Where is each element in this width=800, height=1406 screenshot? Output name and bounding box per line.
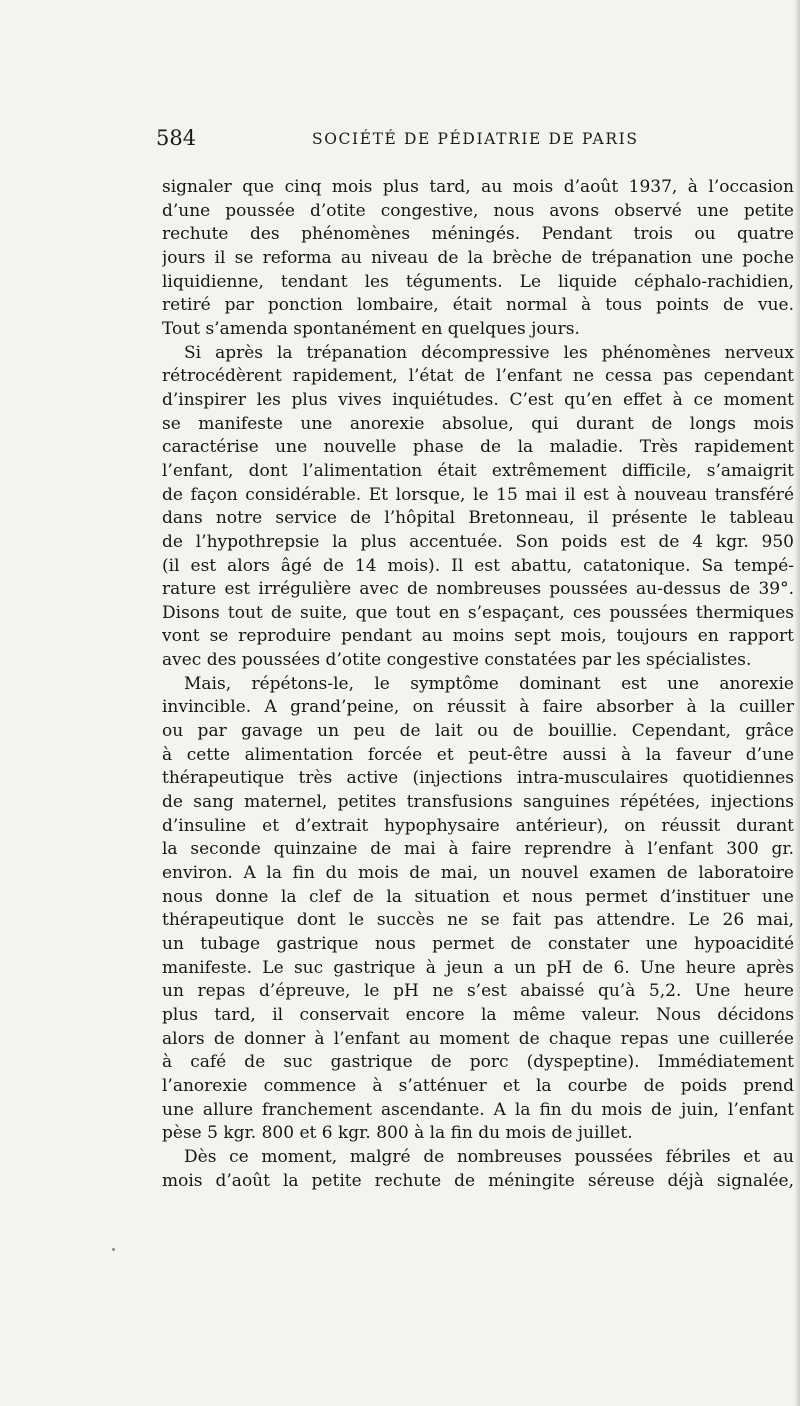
text-line: rature est irrégulière avec de nombreuses poussées au-dessus de 39°. [162,579,794,600]
text-line: d’insuline et d’extrait hypophysaire antérieur), on réussit durant [162,815,794,836]
text-line: nous donne la clef de la situation et nous permet d’instituer une [162,886,794,907]
text-line: caractérise une nouvelle phase de la maladie. Très rapidement [162,437,794,458]
text-line: d’une poussée d’otite congestive, nous avons observé une petite [162,200,794,221]
text-line: Mais, répétons-le, le symptôme dominant est une anorexie [184,673,794,694]
page-edge-shadow [794,0,800,1406]
paper-speck [112,1248,115,1251]
text-line: avec des poussées d’otite congestive constatées par les spécialistes. [162,650,752,671]
text-line: à cette alimentation forcée et peut-être aussi à la faveur d’une [162,744,794,765]
text-line: vont se reproduire pendant au moins sept mois, toujours en rapport [162,626,794,647]
text-line: rechute des phénomènes méningés. Pendant trois ou quatre [162,224,794,245]
text-line: Dès ce moment, malgré de nombreuses poussées fébriles et au [184,1146,794,1167]
text-line: thérapeutique dont le succès ne se fait pas attendre. Le 26 mai, [162,910,794,931]
text-line: mois d’août la petite rechute de méningite séreuse déjà signalée, [162,1170,794,1191]
text-line: l’anorexie commence à s’atténuer et la courbe de poids prend [162,1075,794,1096]
text-line: liquidienne, tendant les téguments. Le liquide céphalo-rachidien, [162,271,794,292]
text-line: invincible. A grand’peine, on réussit à faire absorber à la cuiller [162,697,794,718]
text-line: manifeste. Le suc gastrique à jeun a un pH de 6. Une heure après [162,957,794,978]
text-line: signaler que cinq mois plus tard, au mois d’août 1937, à l’occasion [162,177,794,197]
page-number: 584 [156,126,197,150]
text-line: pèse 5 kgr. 800 et 6 kgr. 800 à la fin du mois de juillet. [162,1123,633,1144]
text-line: un repas d’épreuve, le pH ne s’est abaissé qu’à 5,2. Une heure [162,981,794,1002]
text-line: thérapeutique très active (injections intra-musculaires quotidiennes [162,768,794,789]
text-line: un tubage gastrique nous permet de constater une hypoacidité [162,934,794,954]
text-line: à café de suc gastrique de porc (dyspeptine). Immédiatement [162,1052,794,1073]
text-line: de sang maternel, petites transfusions sanguines répétées, injections [162,792,794,813]
text-line: retiré par ponction lombaire, était normal à tous points de vue. [162,295,794,316]
text-line: rétrocédèrent rapidement, l’état de l’enfant ne cessa pas cependant [162,366,794,387]
text-line: ou par gavage un peu de lait ou de bouillie. Cependant, grâce [162,721,794,742]
page-header [156,126,646,156]
body-text [162,176,794,1193]
text-line: une allure franchement ascendante. A la fin du mois de juin, l’enfant [162,1099,794,1120]
text-line: la seconde quinzaine de mai à faire reprendre à l’enfant 300 gr. [162,839,794,860]
text-line: de l’hypothrepsie la plus accentuée. Son poids est de 4 kgr. 950 [162,531,794,552]
text-line: plus tard, il conservait encore la même valeur. Nous décidons [162,1004,794,1025]
text-line: Tout s’amenda spontanément en quelques jours. [162,318,580,339]
text-line: dans notre service de l’hôpital Bretonneau, il présente le tableau [162,508,794,529]
text-line: l’enfant, dont l’alimentation était extrêmement difficile, s’amaigrit [162,460,794,481]
text-line: d’inspirer les plus vives inquiétudes. C’est qu’en effet à ce moment [162,389,794,410]
text-line: Disons tout de suite, que tout en s’espaçant, ces poussées thermiques [162,602,794,623]
text-line: alors de donner à l’enfant au moment de chaque repas une cuillerée [162,1028,794,1049]
text-line: Si après la trépanation décompressive les phénomènes nerveux [184,342,794,363]
text-line: environ. A la fin du mois de mai, un nouvel examen de laboratoire [162,863,794,884]
text-line: de façon considérable. Et lorsque, le 15 mai il est à nouveau transféré [162,484,794,505]
text-line: jours il se reforma au niveau de la brèche de trépanation une poche [162,247,794,268]
text-line: (il est alors âgé de 14 mois). Il est abattu, catatonique. Sa tempé- [162,555,794,576]
text-line: se manifeste une anorexie absolue, qui durant de longs mois [162,413,794,434]
running-title: SOCIÉTÉ DE PÉDIATRIE DE PARIS [312,130,639,148]
